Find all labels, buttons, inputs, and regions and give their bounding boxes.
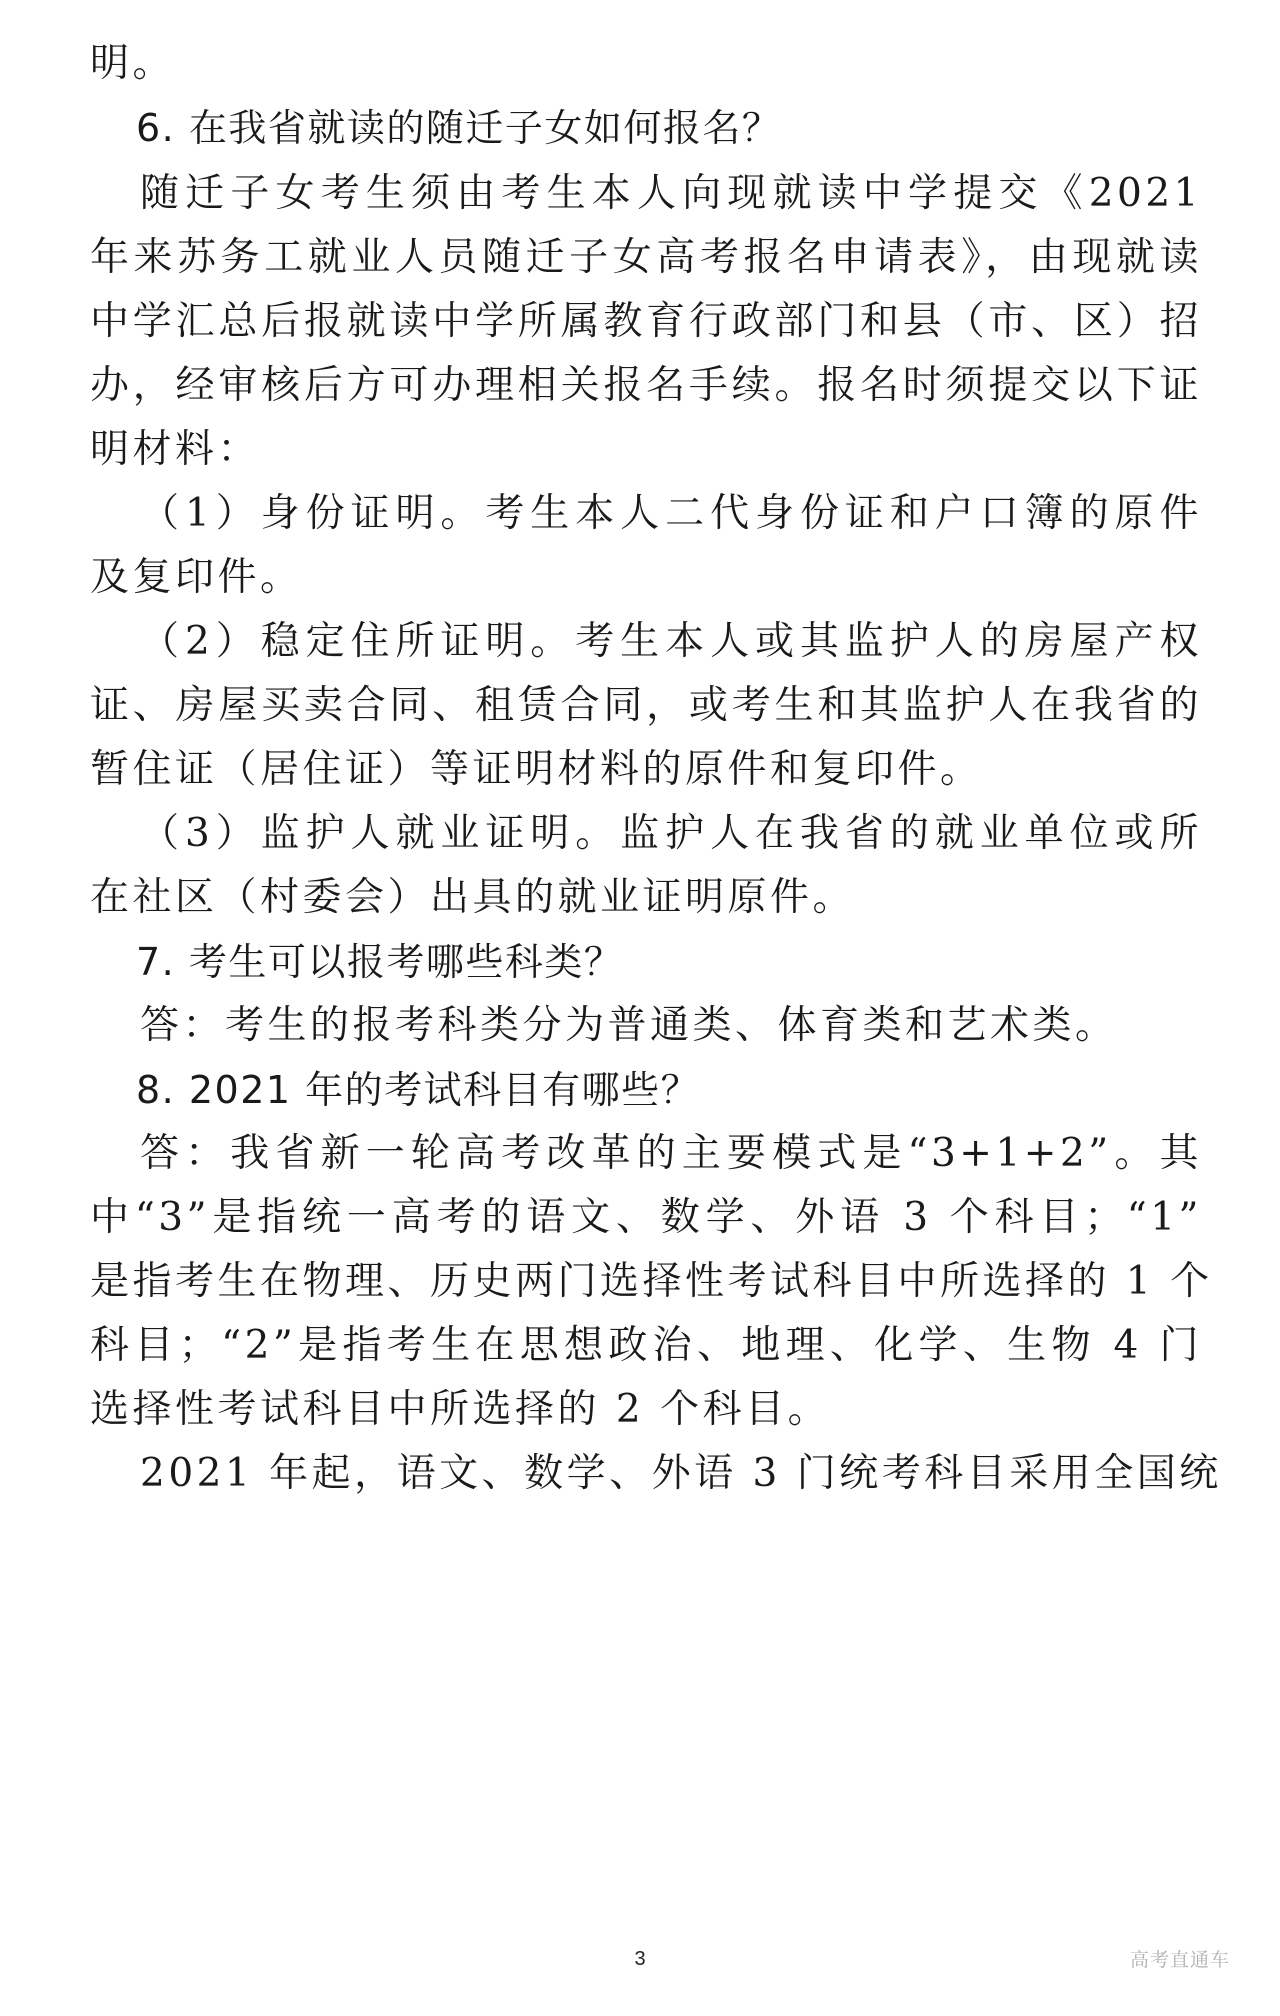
paragraph-line: 明材料： <box>90 427 261 472</box>
heading-q6: 6. 在我省就读的随迁子女如何报名？ <box>136 106 782 150</box>
answer-line: 中“3”是指统一高考的语文、数学、外语 3 个科目；“1” <box>90 1195 1202 1240</box>
list-item-line: （3）监护人就业证明。监护人在我省的就业单位或所 <box>140 811 1202 856</box>
list-item-line: （1）身份证明。考生本人二代身份证和户口簿的原件 <box>140 491 1202 536</box>
answer-line: 选择性考试科目中所选择的 2 个科目。 <box>90 1387 831 1432</box>
heading-q8: 8. 2021 年的考试科目有哪些？ <box>136 1068 701 1112</box>
paragraph-line: 随迁子女考生须由考生本人向现就读中学提交《2021 <box>140 171 1202 216</box>
heading-q7: 7. 考生可以报考哪些科类？ <box>136 940 624 984</box>
list-item-line: 在社区（村委会）出具的就业证明原件。 <box>90 875 856 920</box>
answer-line: 答：我省新一轮高考改革的主要模式是“3+1+2”。其 <box>140 1131 1202 1176</box>
answer-line: 科目；“2”是指考生在思想政治、地理、化学、生物 4 门 <box>90 1323 1202 1368</box>
paragraph-line: 2021 年起，语文、数学、外语 3 门统考科目采用全国统 <box>140 1451 1222 1496</box>
paragraph-line: 中学汇总后报就读中学所属教育行政部门和县（市、区）招 <box>90 299 1202 344</box>
carry-over-line: 明。 <box>90 41 176 86</box>
list-item-line: （2）稳定住所证明。考生本人或其监护人的房屋产权 <box>140 619 1202 664</box>
page-number: 3 <box>634 1948 646 1970</box>
list-item-line: 暂住证（居住证）等证明材料的原件和复印件。 <box>90 747 983 792</box>
answer-line: 答：考生的报考科类分为普通类、体育类和艺术类。 <box>140 1003 1118 1048</box>
answer-line: 是指考生在物理、历史两门选择性考试科目中所选择的 1 个 <box>90 1259 1213 1304</box>
paragraph-line: 办，经审核后方可办理相关报名手续。报名时须提交以下证 <box>90 363 1202 408</box>
list-item-line: 及复印件。 <box>90 555 303 600</box>
paragraph-line: 年来苏务工就业人员随迁子女高考报名申请表》，由现就读 <box>90 235 1202 280</box>
watermark-text: 高考直通车 <box>1130 1949 1231 1971</box>
list-item-line: 证、房屋买卖合同、租赁合同，或考生和其监护人在我省的 <box>90 683 1202 728</box>
